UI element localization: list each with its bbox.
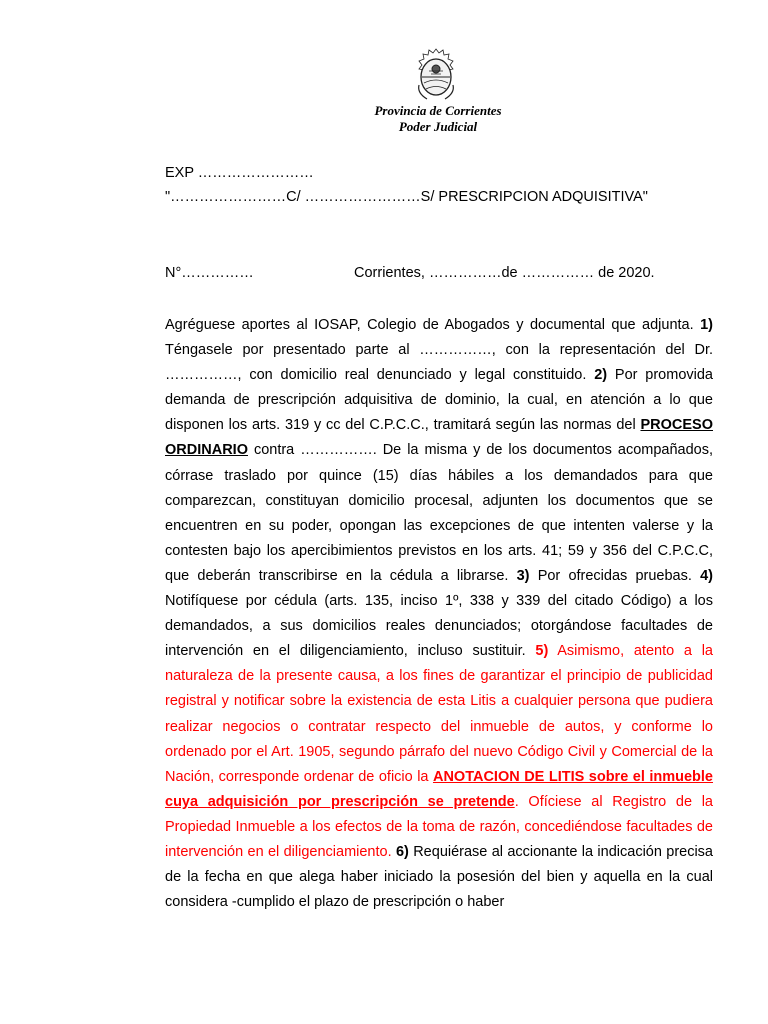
body-text-red: Asimismo, atento a la naturaleza de la presente causa, a los fines de garantizar el principio de publicidad registral y notificar sobre la existencia de esta Litis a cualquier persona que pudiera realizar negocios o contratar respecto del inmueble de autos, y conforme lo ordenado por el Art. 1905, segundo párrafo del nuevo Código Civil y Comercial de la Nación, corresponde ordenar de oficio la [165,643,713,785]
item-number: 6) [395,843,409,860]
body-text: contra ……………. [247,442,377,459]
case-exp-line: EXP …………………… [165,165,314,181]
coat-of-arms-seal [413,47,459,101]
anotacion-de-litis-emphasis: ANOTACION DE LITIS sobre el inmueble cuya adquisición por prescripción se pretende [165,768,713,810]
header-province: Provincia de Corrientes [374,103,502,118]
place-and-date: Corrientes, ……………de …………… de 2020. [354,265,655,281]
body-text: Téngasele por presentado parte al ……………, con la representación del Dr. ……………, con domicilio real denunciado y legal constituido. [165,342,713,384]
proceso-ordinario-emphasis: PROCESO ORDINARIO [165,417,713,459]
body-text-red: . Ofíciese al Registro de la Propiedad Inmueble a los efectos de la toma de razón, concediéndose facultades de intervención en el diligenciamiento. [165,793,713,860]
item-number: 4) [700,567,713,584]
body-text: Notifíquese por cédula (arts. 135, inciso 1º, 338 y 339 del citado Código) a los demandados, a sus domicilios reales denunciados; otorgándose facultades de intervención en el diligenciamiento, incluso sustituir. [165,593,713,660]
body-text: Agréguese aportes al IOSAP, Colegio de Abogados y documental que adjunta. [165,317,701,333]
item-number: 2) [594,367,608,384]
body-text: Por ofrecidas pruebas. [529,567,701,584]
resolution-body [165,313,713,915]
item-number: 1) [700,317,713,333]
item-number: 5) [535,643,549,660]
body-text: Por promovida demanda de prescripción adquisitiva de dominio, la cual, en atención a lo que disponen los arts. 319 y cc del C.P.C.C., tramitará según las normas del [165,367,713,434]
item-number: 3) [516,567,530,584]
header-judicial-power: Poder Judicial [398,119,478,134]
case-caption: "……………………C/ ……………………S/ PRESCRIPCION ADQUISITIVA" [165,189,648,205]
body-text: De la misma y de los documentos acompañados, córrase traslado por quince (15) días hábiles a los demandados para que comparezcan, constituyan domicilio procesal, adjunten los documentos que se encuentren en su poder, opongan las excepciones de que intenten valerse y la contesten bajo los apercibimientos previstos en los arts. 41; 59 y 356 del C.P.C.C, que deberán transcribirse en la cédula a librarse. [165,442,713,584]
resolution-number: N°…………… [165,265,254,281]
body-text: Requiérase al accionante la indicación precisa de la fecha en que alega haber iniciado la posesión del bien y aquella en la cual considera -cumplido el plazo de prescripción o haber [165,843,713,911]
